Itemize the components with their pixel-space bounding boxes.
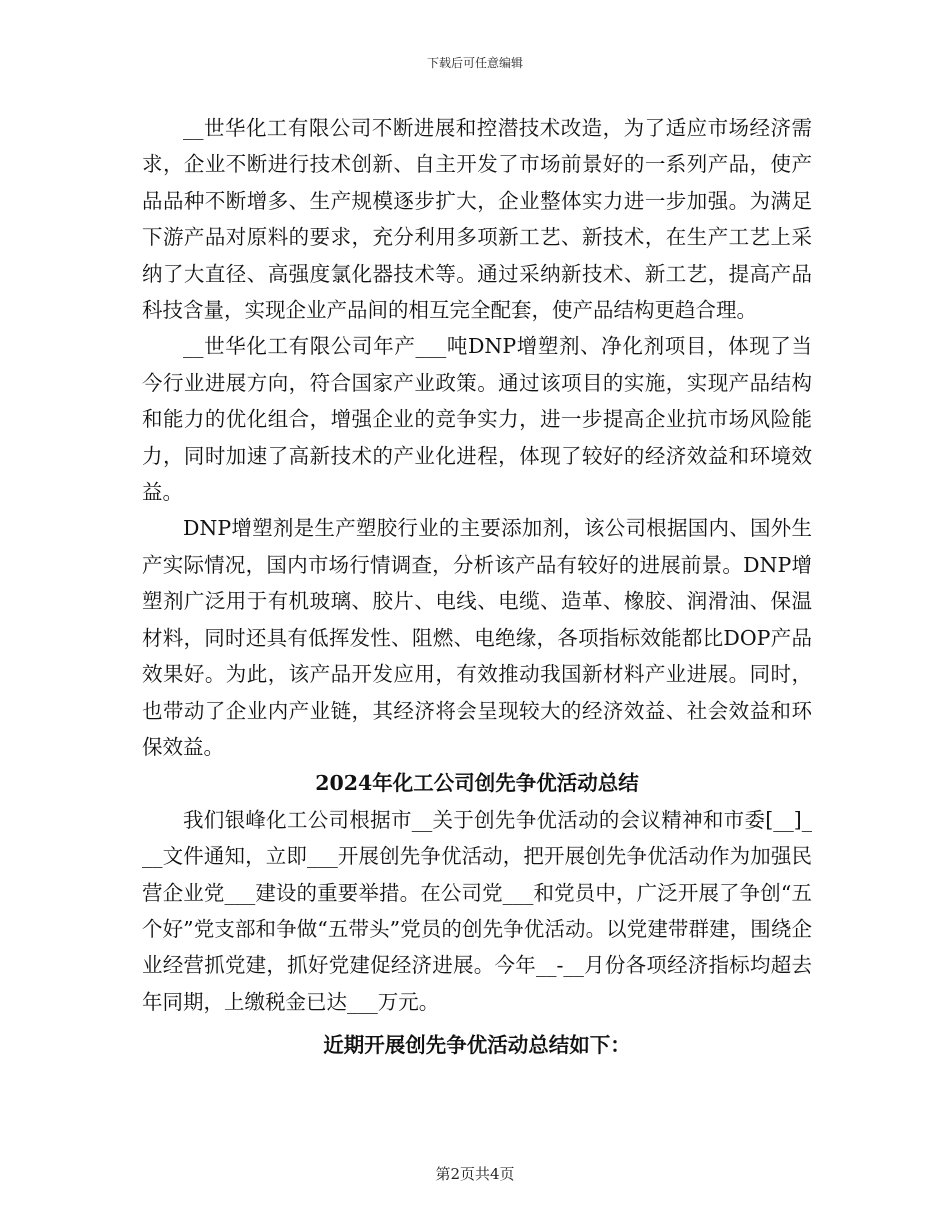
paragraph-company-tech: __世华化工有限公司不断进展和控潜技术改造，为了适应市场经济需求，企业不断进行技术创新、自主开发了市场前景好的一系列产品，使产品品种不断增多、生产规模逐步扩大，企业整体实力进一步加强。为满足下游产品对原料的要求，充分利用多项新工艺、新技术，在生产工艺上采纳了大直径、高强度氯化器技术等。通过采纳新技术、新工艺，提高产品科技含量，实现企业产品间的相互完全配套，使产品结构更趋合理。 xyxy=(142,116,812,323)
paragraph-activity-summary: 我们银峰化工公司根据市__关于创先争优活动的会议精神和市委[__]___文件通知，立即___开展创先争优活动，把开展创先争优活动作为加强民营企业党___建设的重要举措。在公司党___和党员中，广泛开展了争创“五个好”党支部和争做“五带头”党员的创先争优活动。以党建带群建，围绕企业经营抓党建，抓好党建促经济进展。今年__-__月份各项经济指标均超去年同期，上缴税金已达___万元。 xyxy=(142,807,812,1014)
page-number: 第2页共4页 xyxy=(435,1165,515,1183)
document-body xyxy=(142,110,812,1064)
subsection-title: 近期开展创先争优活动总结如下： xyxy=(323,1033,631,1058)
paragraph-dnp-project: __世华化工有限公司年产___吨DNP增塑剂、净化剂项目，体现了当今行业进展方向，符合国家产业政策。通过该项目的实施，实现产品结构和能力的优化组合，增强企业的竞争实力，进一步提高企业抗市场风险能力，同时加速了高新技术的产业化进程，体现了较好的经济效益和环境效益。 xyxy=(142,334,812,505)
page-header xyxy=(0,54,950,71)
section-title: 2024年化工公司创先争优活动总结 xyxy=(315,771,639,796)
page-footer xyxy=(0,1163,950,1184)
paragraph-dnp-plasticizer: DNP增塑剂是生产塑胶行业的主要添加剂，该公司根据国内、国外生产实际情况，国内市场行情调查，分析该产品有较好的进展前景。DNP增塑剂广泛用于有机玻璃、胶片、电线、电缆、造革、橡胶、润滑油、保温材料，同时还具有低挥发性、阻燃、电绝缘，各项指标效能都比DOP产品效果好。为此，该产品开发应用，有效推动我国新材料产业进展。同时，也带动了企业内产业链，其经济将会呈现较大的经济效益、社会效益和环保效益。 xyxy=(142,516,812,759)
header-text: 下载后可任意编辑 xyxy=(426,56,523,70)
